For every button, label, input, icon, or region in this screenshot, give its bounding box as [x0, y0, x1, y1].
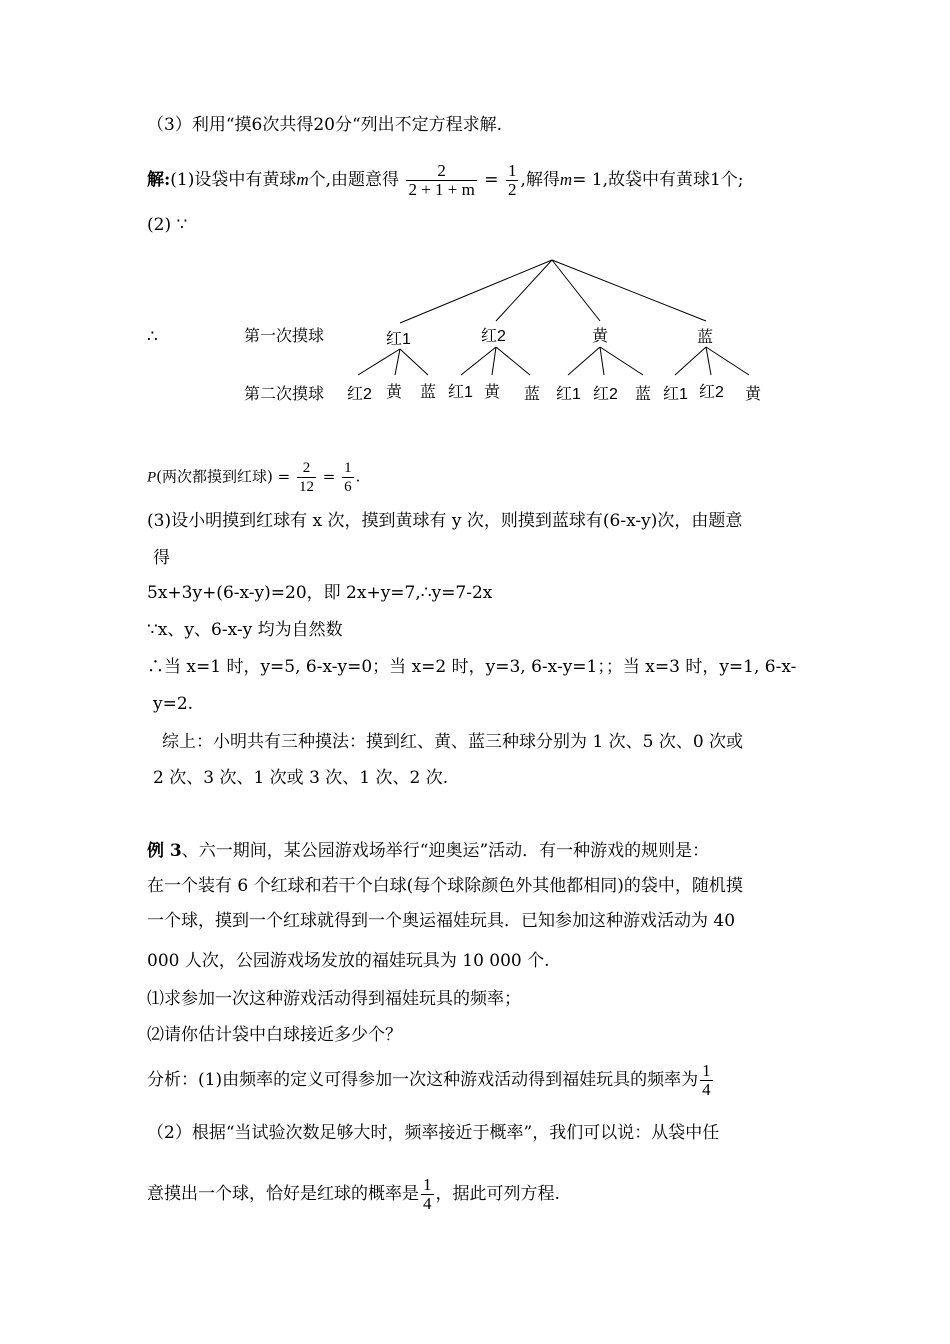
line-part3-cont: 得	[153, 548, 170, 568]
line-cases: ∴当 x=1 时，y=5, 6-x-y=0；当 x=2 时，y=3, 6-x-y=1；；当 x=3 时，y=1, 6-x-	[147, 657, 797, 677]
line-example3-2: 在一个装有 6 个红球和若干个白球(每个球除颜色外其他都相同)的袋中，随机摸	[147, 876, 743, 896]
example-label: 例 3	[147, 841, 182, 861]
tree-second-node: 红2	[347, 386, 372, 403]
tree-second-node: 红1	[663, 386, 688, 403]
line-question-2: ⑵请你估计袋中白球接近多少个？	[147, 1025, 402, 1045]
line-analysis-2: （2）根据“当试验次数足够大时，频率接近于概率”，我们可以说：从袋中任	[147, 1123, 720, 1143]
line-solution-1: 解:(1)设袋中有黄球m个,由题意得 $\frac{2}{2 + 1 + m}$ = $\frac{1}{2}$ ,解得m= 1,故袋中有黄球1个;	[147, 161, 744, 199]
line-cases-cont: y=2.	[153, 694, 194, 714]
fraction: $\frac{2}{2 + 1 + m}$	[408, 161, 475, 199]
tree-diagram	[230, 255, 800, 415]
tree-second-node: 黄	[386, 384, 403, 401]
line-example3-3: 一个球，摸到一个红球就得到一个奥运福娃玩具．已知参加这种游戏活动为 40	[147, 911, 736, 931]
tree-second-node: 红2	[699, 384, 724, 401]
line-conclusion-cont: 2 次、3 次、1 次或 3 次、1 次、2 次.	[153, 768, 449, 788]
tree-row1-label: 第一次摸球	[244, 328, 325, 345]
fraction: $\frac{2}{12}$	[299, 460, 314, 495]
tree-row2-label: 第二次摸球	[244, 386, 325, 403]
line-probability: P(两次都摸到红球) = $\frac{2}{12}$ = $\frac{1}{6}$ .	[147, 460, 361, 495]
line-solution-2: (2) ∵	[147, 215, 188, 235]
fraction: $\frac{1}{4}$	[423, 1175, 432, 1213]
fraction: $\frac{1}{4}$	[702, 1061, 711, 1099]
tree-first-node: 红1	[386, 331, 411, 348]
line-analysis-3: 意摸出一个球，恰好是红球的概率是 $\frac{1}{4}$ ，据此可列方程.	[147, 1175, 560, 1213]
tree-lines	[358, 260, 749, 375]
tree-first-node: 黄	[592, 328, 609, 345]
therefore-symbol: ∴	[147, 327, 158, 347]
fraction: $\frac{1}{2}$	[507, 161, 517, 199]
line-natural: ∵x、y、6-x-y 均为自然数	[147, 620, 343, 640]
tree-second-node: 红2	[593, 386, 618, 403]
tree-second-node: 黄	[484, 384, 501, 401]
tree-second-node: 红1	[448, 384, 473, 401]
line-hint-3: （3）利用“摸6次共得20分“列出不定方程求解.	[147, 115, 503, 135]
tree-second-node: 红1	[556, 386, 581, 403]
line-equation: 5x+3y+(6-x-y)=20，即 2x+y=7,∴y=7-2x	[147, 583, 493, 603]
fraction: $\frac{1}{6}$	[344, 460, 352, 495]
line-example3-4: 000 人次，公园游戏场发放的福娃玩具为 10 000 个.	[147, 951, 550, 971]
line-question-1: ⑴求参加一次这种游戏活动得到福娃玩具的频率；	[147, 989, 521, 1009]
tree-first-node: 蓝	[697, 329, 714, 346]
tree-second-node: 蓝	[635, 386, 652, 403]
line-analysis-1: 分析：(1)由频率的定义可得参加一次这种游戏活动得到福娃玩具的频率为 $\frac{1}{4}$	[147, 1061, 711, 1099]
line-part3: (3)设小明摸到红球有 x 次，摸到黄球有 y 次，则摸到蓝球有(6-x-y)次，由题意	[147, 511, 743, 531]
tree-second-node: 黄	[745, 386, 762, 403]
line-example3: 例 3、六一期间，某公园游戏场举行“迎奥运”活动．有一种游戏的规则是：	[147, 841, 710, 861]
tree-second-node: 蓝	[420, 384, 437, 401]
tree-first-node: 红2	[481, 328, 506, 345]
solution-label: 解:	[147, 170, 171, 190]
line-conclusion: 综上：小明共有三种摸法：摸到红、黄、蓝三种球分别为 1 次、5 次、0 次或	[162, 732, 744, 752]
tree-second-node: 蓝	[524, 386, 541, 403]
